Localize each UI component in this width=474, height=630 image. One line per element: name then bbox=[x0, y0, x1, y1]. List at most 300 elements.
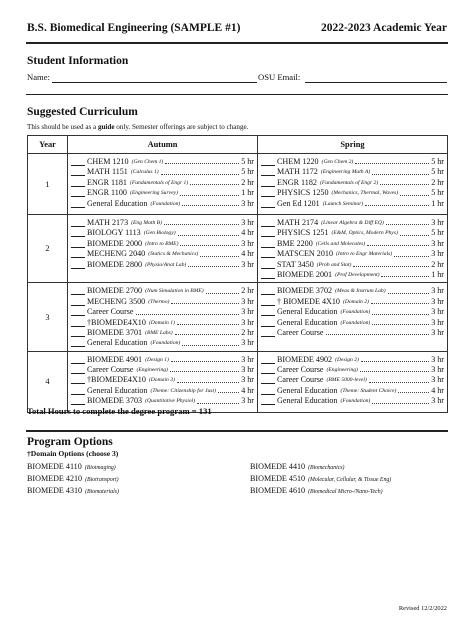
course-hours: 1 hr bbox=[431, 269, 444, 279]
domain-course-note: (Biomaterials) bbox=[85, 489, 119, 495]
course-hours: 1 hr bbox=[431, 198, 444, 208]
course-checkbox-blank[interactable] bbox=[261, 297, 275, 306]
course-hours: 3 hr bbox=[241, 198, 254, 208]
course-name: MATSCEN 2010 bbox=[277, 249, 333, 259]
course-checkbox-blank[interactable] bbox=[71, 386, 85, 395]
course-note: (Domain 1) bbox=[148, 319, 175, 326]
course-name: Career Course bbox=[277, 327, 324, 337]
course-checkbox-blank[interactable] bbox=[261, 157, 275, 166]
course-checkbox-blank[interactable] bbox=[261, 365, 275, 374]
course-name: BIOMEDE 3701 bbox=[87, 327, 143, 337]
course-hours: 3 hr bbox=[241, 375, 254, 385]
course-checkbox-blank[interactable] bbox=[71, 260, 85, 269]
course-row bbox=[261, 286, 444, 296]
course-name: † BIOMEDE 4X10 bbox=[277, 296, 340, 306]
dotted-leader bbox=[171, 355, 239, 362]
course-note: (BME 5000-level) bbox=[326, 377, 367, 384]
course-checkbox-blank[interactable] bbox=[261, 355, 275, 364]
course-name: BIOMEDE 2800 bbox=[87, 259, 143, 269]
course-note: (Cells and Molecules) bbox=[315, 240, 366, 247]
course-hours: 5 hr bbox=[431, 188, 444, 198]
course-row bbox=[71, 218, 254, 228]
course-row bbox=[261, 218, 444, 228]
domain-course-name: BIOMEDE 4610 bbox=[250, 486, 306, 495]
spring-courses bbox=[258, 215, 448, 283]
domain-option bbox=[250, 473, 391, 485]
course-hours: 3 hr bbox=[431, 327, 444, 337]
course-note: (Design 2) bbox=[335, 356, 359, 363]
course-row bbox=[261, 297, 444, 307]
course-checkbox-blank[interactable] bbox=[261, 396, 275, 405]
spring-courses bbox=[258, 283, 448, 351]
course-name: Career Course bbox=[87, 307, 134, 317]
dotted-leader bbox=[136, 307, 240, 314]
course-checkbox-blank[interactable] bbox=[261, 218, 275, 227]
note-emphasis: guide bbox=[97, 123, 115, 131]
dotted-leader bbox=[190, 178, 239, 185]
course-checkbox-blank[interactable] bbox=[261, 286, 275, 295]
course-checkbox-blank[interactable] bbox=[261, 178, 275, 187]
email-field[interactable] bbox=[305, 82, 447, 83]
autumn-courses bbox=[68, 351, 258, 412]
course-name: BIOMEDE 4902 bbox=[277, 354, 333, 364]
dotted-leader bbox=[381, 270, 429, 277]
course-row bbox=[71, 239, 254, 249]
course-name: BIOMEDE 4901 bbox=[87, 354, 143, 364]
course-hours: 3 hr bbox=[241, 317, 254, 327]
course-checkbox-blank[interactable] bbox=[71, 239, 85, 248]
course-row bbox=[261, 199, 444, 209]
course-note: (Foundation) bbox=[340, 319, 371, 326]
course-checkbox-blank[interactable] bbox=[261, 228, 275, 237]
course-checkbox-blank[interactable] bbox=[71, 228, 85, 237]
dotted-leader bbox=[361, 355, 429, 362]
year-number: 3 bbox=[28, 283, 68, 351]
course-row bbox=[261, 328, 444, 338]
course-note: (Gen Chem 1) bbox=[131, 159, 164, 165]
year-number: 4 bbox=[28, 351, 68, 412]
course-note: (Theme: Citizenship for Just) bbox=[150, 387, 216, 394]
course-name: General Education bbox=[87, 198, 148, 208]
course-hours: 2 hr bbox=[431, 177, 444, 187]
course-row bbox=[71, 375, 254, 385]
course-hours: 3 hr bbox=[431, 286, 444, 296]
course-row bbox=[261, 355, 444, 365]
course-name: MECHENG 3500 bbox=[87, 296, 146, 306]
course-row bbox=[71, 386, 254, 396]
course-hours: 5 hr bbox=[241, 167, 254, 177]
course-note: (E&M, Optics, Modern Phys) bbox=[331, 230, 398, 237]
course-row bbox=[71, 249, 254, 259]
course-hours: 4 hr bbox=[431, 385, 444, 395]
course-row bbox=[71, 260, 254, 270]
course-row bbox=[261, 239, 444, 249]
course-hours: 3 hr bbox=[431, 296, 444, 306]
course-row bbox=[71, 286, 254, 296]
course-name: †BIOMEDE4X10 bbox=[87, 317, 146, 327]
col-autumn: Autumn bbox=[68, 136, 258, 154]
student-info-fields bbox=[27, 72, 447, 84]
course-hours: 3 hr bbox=[241, 307, 254, 317]
year-row bbox=[28, 283, 448, 351]
course-hours: 5 hr bbox=[431, 157, 444, 166]
course-checkbox-blank[interactable] bbox=[261, 188, 275, 197]
course-name: STAT 3450 bbox=[277, 259, 314, 269]
course-checkbox-blank[interactable] bbox=[261, 239, 275, 248]
course-note: (Gen Biology) bbox=[143, 230, 176, 237]
course-row bbox=[71, 188, 254, 198]
dotted-leader bbox=[200, 249, 239, 256]
curriculum-heading: Suggested Curriculum bbox=[27, 106, 138, 118]
course-name: ENGR 1100 bbox=[87, 188, 127, 198]
dotted-leader bbox=[355, 157, 429, 164]
course-note: (Foundation) bbox=[340, 309, 371, 316]
year-row bbox=[28, 154, 448, 215]
course-row bbox=[71, 365, 254, 375]
course-name: BIOMEDE 2000 bbox=[87, 238, 143, 248]
course-note: (Engineering Math A) bbox=[320, 169, 371, 176]
course-checkbox-blank[interactable] bbox=[71, 178, 85, 187]
course-name: General Education bbox=[87, 338, 148, 348]
program-title: B.S. Biomedical Engineering (SAMPLE #1) bbox=[27, 22, 241, 34]
domain-course-name: BIOMEDE 4210 bbox=[27, 474, 83, 483]
course-note: (Theme: Student Choice) bbox=[340, 387, 397, 394]
course-note: (Foundation) bbox=[150, 340, 181, 347]
course-name: BIOMEDE 3703 bbox=[87, 396, 143, 406]
dotted-leader bbox=[371, 297, 429, 304]
course-row bbox=[71, 199, 254, 209]
dotted-leader bbox=[161, 167, 240, 174]
dotted-leader bbox=[206, 286, 240, 293]
course-name: PHYSICS 1251 bbox=[277, 228, 329, 238]
course-checkbox-blank[interactable] bbox=[71, 297, 85, 306]
course-checkbox-blank[interactable] bbox=[261, 375, 275, 384]
dotted-leader bbox=[182, 199, 239, 206]
domain-course-note: (Biotransport) bbox=[85, 477, 119, 483]
course-note: (Gen Chem 2) bbox=[321, 159, 354, 165]
course-checkbox-blank[interactable] bbox=[71, 318, 85, 327]
dotted-leader bbox=[372, 307, 429, 314]
course-note: (Domain 3) bbox=[148, 377, 175, 384]
course-hours: 3 hr bbox=[431, 317, 444, 327]
course-row bbox=[71, 328, 254, 338]
course-note: (Launch Seminar) bbox=[322, 200, 364, 207]
course-hours: 3 hr bbox=[241, 396, 254, 406]
dotted-leader bbox=[177, 375, 239, 382]
course-name: General Education bbox=[277, 317, 338, 327]
course-row bbox=[261, 167, 444, 177]
course-checkbox-blank[interactable] bbox=[261, 386, 275, 395]
note-suffix: only. Semester offerings are subject to change. bbox=[114, 123, 249, 131]
domain-course-name: BIOMEDE 4310 bbox=[27, 486, 83, 495]
course-name: ENGR 1181 bbox=[87, 177, 127, 187]
course-name: †BIOMEDE4X10 bbox=[87, 375, 146, 385]
note-prefix: This should be used as a bbox=[27, 123, 98, 131]
dotted-leader bbox=[177, 318, 239, 325]
course-hours: 2 hr bbox=[241, 286, 254, 296]
course-checkbox-blank[interactable] bbox=[71, 338, 85, 347]
course-note: (Prob and Stat) bbox=[316, 261, 352, 268]
autumn-courses bbox=[68, 154, 258, 215]
dotted-leader bbox=[372, 396, 429, 403]
course-checkbox-blank[interactable] bbox=[71, 199, 85, 208]
course-hours: 3 hr bbox=[241, 354, 254, 364]
year-row bbox=[28, 351, 448, 412]
course-note: (Fundamentals of Engr 1) bbox=[129, 179, 189, 186]
course-hours: 5 hr bbox=[241, 157, 254, 166]
dotted-leader bbox=[394, 249, 429, 256]
domain-option bbox=[27, 461, 119, 473]
course-checkbox-blank[interactable] bbox=[71, 167, 85, 176]
course-checkbox-blank[interactable] bbox=[71, 375, 85, 384]
course-row bbox=[71, 228, 254, 238]
course-name: PHYSICS 1250 bbox=[277, 188, 329, 198]
student-rule bbox=[26, 94, 448, 95]
course-note: (BME Labs) bbox=[145, 329, 173, 336]
course-name: BIOLOGY 1113 bbox=[87, 228, 141, 238]
course-row bbox=[261, 249, 444, 259]
course-checkbox-blank[interactable] bbox=[261, 328, 275, 337]
course-row bbox=[261, 307, 444, 317]
course-note: (Mechanics, Thermal, Waves) bbox=[331, 190, 399, 197]
course-note: (Domain 2) bbox=[342, 298, 369, 305]
domain-options-left bbox=[27, 461, 119, 497]
course-row bbox=[261, 228, 444, 238]
course-row bbox=[71, 157, 254, 167]
course-checkbox-blank[interactable] bbox=[71, 365, 85, 374]
course-hours: 3 hr bbox=[431, 218, 444, 227]
spring-courses bbox=[258, 351, 448, 412]
course-note: (Intro to BME) bbox=[145, 240, 179, 247]
dotted-leader bbox=[372, 318, 429, 325]
course-checkbox-blank[interactable] bbox=[261, 167, 275, 176]
dotted-leader bbox=[175, 328, 240, 335]
dotted-leader bbox=[380, 178, 429, 185]
course-hours: 3 hr bbox=[241, 296, 254, 306]
course-row bbox=[261, 157, 444, 167]
course-name: CHEM 1220 bbox=[277, 157, 319, 166]
header-rule bbox=[26, 42, 448, 44]
course-checkbox-blank[interactable] bbox=[71, 355, 85, 364]
course-checkbox-blank[interactable] bbox=[261, 270, 275, 279]
course-name: General Education bbox=[277, 307, 338, 317]
revised-date: Revised 12/2/2022 bbox=[398, 605, 447, 612]
course-name: ENGR 1182 bbox=[277, 177, 317, 187]
domain-course-name: BIOMEDE 4510 bbox=[250, 474, 306, 483]
course-note: (Engineering Survey) bbox=[129, 190, 178, 197]
course-row bbox=[261, 386, 444, 396]
course-name: BME 2200 bbox=[277, 238, 313, 248]
domain-option bbox=[250, 461, 391, 473]
course-note: (Fundamentals of Engr 2) bbox=[319, 179, 379, 186]
document-header bbox=[27, 22, 447, 36]
course-checkbox-blank[interactable] bbox=[71, 188, 85, 197]
course-note: (Prof Development) bbox=[335, 271, 380, 278]
course-checkbox-blank[interactable] bbox=[71, 328, 85, 337]
dotted-leader bbox=[180, 239, 239, 246]
course-checkbox-blank[interactable] bbox=[261, 318, 275, 327]
dotted-leader bbox=[367, 239, 429, 246]
name-field[interactable] bbox=[52, 82, 257, 83]
course-checkbox-blank[interactable] bbox=[71, 307, 85, 316]
course-hours: 5 hr bbox=[431, 167, 444, 177]
total-hours: Total Hours to complete the degree program = 131 bbox=[27, 406, 212, 416]
course-row bbox=[261, 178, 444, 188]
dotted-leader bbox=[388, 286, 430, 293]
course-note: (Eng Math B) bbox=[131, 220, 162, 226]
dotted-leader bbox=[218, 386, 239, 393]
course-note: (Intro to Engr Materials) bbox=[336, 251, 393, 258]
autumn-courses bbox=[68, 215, 258, 283]
col-spring: Spring bbox=[258, 136, 448, 154]
course-row bbox=[261, 365, 444, 375]
domain-course-note: (Molecular, Cellular, & Tissue Eng) bbox=[308, 477, 392, 483]
course-name: Career Course bbox=[277, 375, 324, 385]
dotted-leader bbox=[326, 328, 430, 335]
dotted-leader bbox=[360, 365, 429, 372]
course-name: General Education bbox=[87, 385, 148, 395]
course-name: MATH 1172 bbox=[277, 167, 318, 177]
course-hours: 3 hr bbox=[431, 396, 444, 406]
course-note: (Engineering) bbox=[136, 367, 168, 374]
course-row bbox=[71, 178, 254, 188]
course-checkbox-blank[interactable] bbox=[71, 218, 85, 227]
course-checkbox-blank[interactable] bbox=[261, 307, 275, 316]
domain-course-name: BIOMEDE 4410 bbox=[250, 462, 306, 471]
year-number: 1 bbox=[28, 154, 68, 215]
course-row bbox=[71, 338, 254, 348]
course-name: MECHENG 2040 bbox=[87, 249, 146, 259]
course-name: MATH 2174 bbox=[277, 218, 319, 227]
course-note: (Physio/Anat Lab) bbox=[145, 261, 187, 268]
course-row bbox=[261, 260, 444, 270]
domain-option bbox=[250, 485, 391, 497]
col-year: Year bbox=[28, 136, 68, 154]
name-label: Name: bbox=[27, 72, 50, 82]
dotted-leader bbox=[353, 260, 429, 267]
course-note: (Foundation) bbox=[340, 398, 371, 405]
domain-course-note: (Biomechanics) bbox=[308, 465, 345, 471]
email-label: OSU Email: bbox=[258, 72, 301, 82]
curriculum-note bbox=[27, 123, 248, 131]
course-hours: 3 hr bbox=[241, 238, 254, 248]
course-checkbox-blank[interactable] bbox=[261, 199, 275, 208]
course-row bbox=[71, 307, 254, 317]
course-hours: 3 hr bbox=[431, 354, 444, 364]
dotted-leader bbox=[178, 228, 240, 235]
dotted-leader bbox=[188, 260, 239, 267]
course-hours: 2 hr bbox=[241, 327, 254, 337]
program-options-heading: Program Options bbox=[27, 436, 113, 448]
course-checkbox-blank[interactable] bbox=[261, 249, 275, 258]
dotted-leader bbox=[365, 199, 429, 206]
course-row bbox=[261, 396, 444, 406]
table-header-row bbox=[28, 136, 448, 154]
course-name: General Education bbox=[277, 396, 338, 406]
course-checkbox-blank[interactable] bbox=[71, 396, 85, 405]
course-hours: 3 hr bbox=[241, 365, 254, 375]
course-name: Career Course bbox=[277, 365, 324, 375]
dotted-leader bbox=[180, 188, 239, 195]
course-checkbox-blank[interactable] bbox=[261, 260, 275, 269]
dotted-leader bbox=[197, 396, 239, 403]
course-row bbox=[261, 270, 444, 280]
course-hours: 3 hr bbox=[241, 338, 254, 348]
dotted-leader bbox=[170, 365, 239, 372]
course-note: (Engineering) bbox=[326, 367, 358, 374]
dotted-leader bbox=[372, 167, 429, 174]
domain-course-name: BIOMEDE 4110 bbox=[27, 462, 82, 471]
dotted-leader bbox=[386, 218, 429, 225]
course-note: (Thermo) bbox=[148, 298, 170, 305]
curriculum-table bbox=[27, 135, 448, 413]
course-name: MATH 2173 bbox=[87, 218, 129, 227]
course-row bbox=[71, 318, 254, 328]
dotted-leader bbox=[398, 386, 429, 393]
dotted-leader bbox=[165, 157, 239, 164]
course-hours: 3 hr bbox=[241, 259, 254, 269]
student-info-heading: Student Information bbox=[27, 55, 129, 67]
course-row bbox=[261, 188, 444, 198]
domain-option bbox=[27, 473, 119, 485]
course-note: (Calculus 1) bbox=[130, 169, 159, 176]
program-rule bbox=[26, 430, 448, 432]
dotted-leader bbox=[171, 297, 239, 304]
course-checkbox-blank[interactable] bbox=[71, 286, 85, 295]
course-hours: 4 hr bbox=[241, 385, 254, 395]
course-hours: 3 hr bbox=[431, 238, 444, 248]
course-row bbox=[71, 167, 254, 177]
course-note: (Num Simulation in BME) bbox=[145, 288, 204, 295]
domain-course-note: (Bioimaging) bbox=[84, 465, 116, 471]
course-row bbox=[261, 318, 444, 328]
course-note: (Linear Algebra & Diff EQ) bbox=[321, 220, 384, 226]
domain-options-right bbox=[250, 461, 391, 497]
course-row bbox=[71, 297, 254, 307]
dotted-leader bbox=[400, 188, 429, 195]
course-note: (Meas & Instrum Lab) bbox=[335, 288, 386, 295]
course-hours: 4 hr bbox=[241, 228, 254, 238]
course-hours: 3 hr bbox=[431, 375, 444, 385]
course-note: (Quantitative Physiol) bbox=[145, 398, 195, 405]
course-hours: 4 hr bbox=[241, 249, 254, 259]
course-row bbox=[71, 355, 254, 365]
domain-option bbox=[27, 485, 119, 497]
course-hours: 3 hr bbox=[431, 249, 444, 259]
domain-course-note: (Biomedical Micro-/Nano-Tech) bbox=[308, 489, 383, 495]
course-hours: 2 hr bbox=[241, 177, 254, 187]
year-row bbox=[28, 215, 448, 283]
dotted-leader bbox=[182, 338, 239, 345]
domain-options-label: †Domain Options (choose 3) bbox=[27, 449, 119, 458]
course-row bbox=[261, 375, 444, 385]
dotted-leader bbox=[164, 218, 239, 225]
dotted-leader bbox=[369, 375, 429, 382]
academic-year: 2022-2023 Academic Year bbox=[320, 22, 447, 34]
course-hours: 3 hr bbox=[431, 307, 444, 317]
autumn-courses bbox=[68, 283, 258, 351]
course-checkbox-blank[interactable] bbox=[71, 249, 85, 258]
course-name: BIOMEDE 2700 bbox=[87, 286, 143, 296]
course-name: General Education bbox=[277, 385, 338, 395]
course-hours: 1 hr bbox=[241, 188, 254, 198]
course-name: MATH 1151 bbox=[87, 167, 128, 177]
spring-courses bbox=[258, 154, 448, 215]
course-note: (Statics & Mechanics) bbox=[148, 251, 199, 258]
course-checkbox-blank[interactable] bbox=[71, 157, 85, 166]
course-name: BIOMEDE 2001 bbox=[277, 269, 333, 279]
course-name: CHEM 1210 bbox=[87, 157, 129, 166]
